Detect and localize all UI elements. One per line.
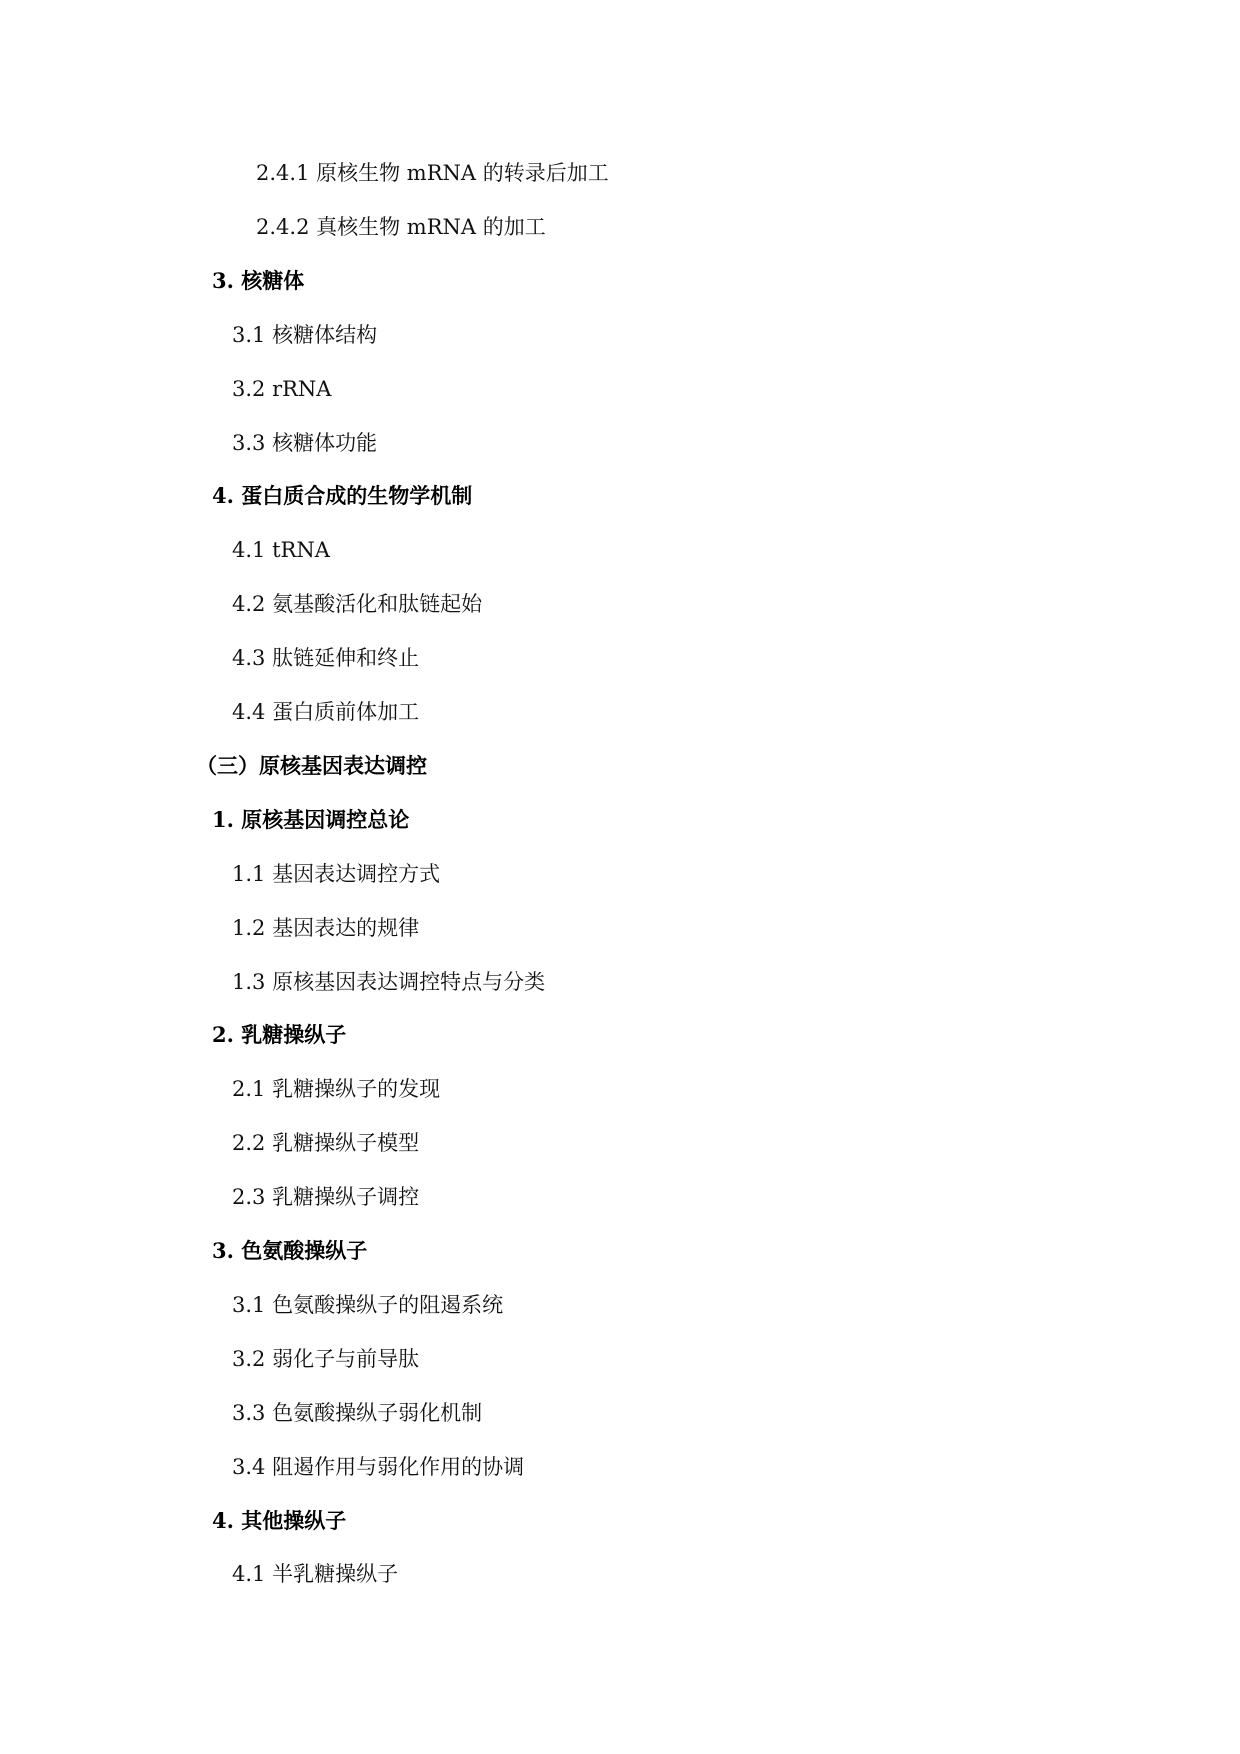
outline-subitem: 2.4.2 真核生物 mRNA 的加工 [256,215,546,239]
chapter-heading: 4. 其他操纵子 [212,1508,347,1533]
outline-item: 4.4 蛋白质前体加工 [232,700,420,724]
outline-item: 2.2 乳糖操纵子模型 [232,1131,420,1155]
outline-item: 3.4 阻遏作用与弱化作用的协调 [232,1455,525,1479]
outline-item: 3.1 核糖体结构 [232,323,378,347]
outline-item: 3.2 rRNA [232,377,332,401]
section-heading: （三）原核基因表达调控 [196,753,427,778]
outline-item: 1.1 基因表达调控方式 [232,862,441,886]
chapter-heading: 3. 色氨酸操纵子 [212,1238,368,1263]
chapter-heading: 4. 蛋白质合成的生物学机制 [212,483,473,508]
chapter-heading: 3. 核糖体 [212,268,305,293]
outline-item: 4.2 氨基酸活化和肽链起始 [232,592,483,616]
outline-item: 4.1 tRNA [232,538,330,562]
outline-subitem: 2.4.1 原核生物 mRNA 的转录后加工 [256,161,609,185]
outline-item: 3.2 弱化子与前导肽 [232,1347,420,1371]
outline-item: 3.3 核糖体功能 [232,431,378,455]
outline-item: 3.1 色氨酸操纵子的阻遏系统 [232,1293,504,1317]
outline-item: 2.3 乳糖操纵子调控 [232,1185,420,1209]
outline-item: 2.1 乳糖操纵子的发现 [232,1077,441,1101]
outline-item: 1.3 原核基因表达调控特点与分类 [232,970,546,994]
outline-item: 3.3 色氨酸操纵子弱化机制 [232,1401,483,1425]
chapter-heading: 1. 原核基因调控总论 [212,807,410,832]
outline-item: 4.3 肽链延伸和终止 [232,646,420,670]
chapter-heading: 2. 乳糖操纵子 [212,1022,347,1047]
outline-item: 4.1 半乳糖操纵子 [232,1562,399,1586]
outline-item: 1.2 基因表达的规律 [232,916,420,940]
